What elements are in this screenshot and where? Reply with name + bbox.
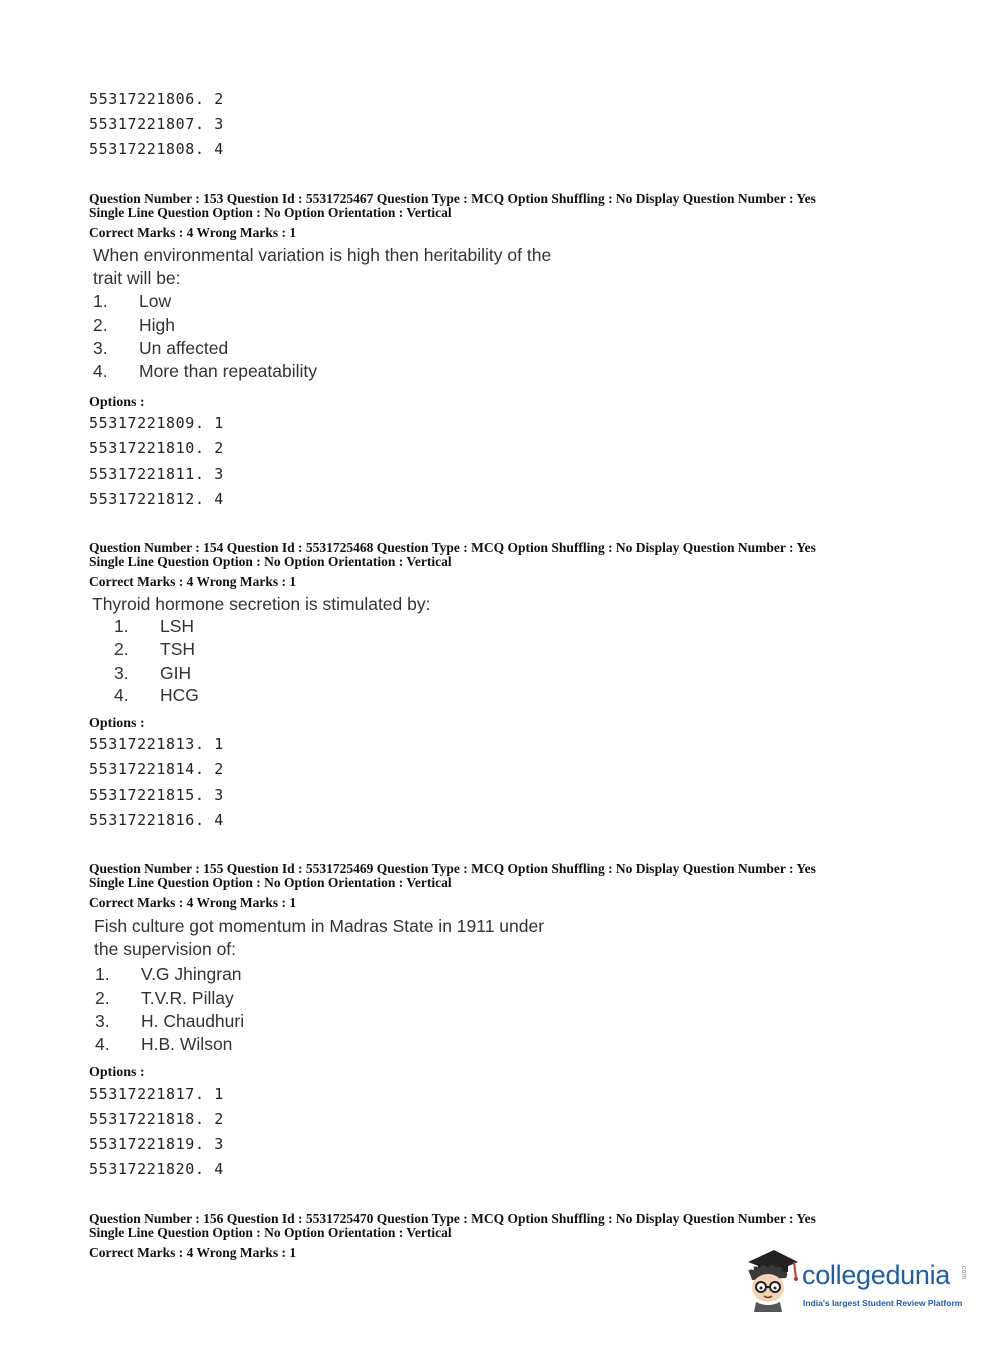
- option-line: 55317221810. 2: [89, 439, 224, 457]
- option-line: 55317221816. 4: [89, 811, 224, 829]
- option-line: 55317221811. 3: [89, 465, 224, 483]
- question-meta-2: Single Line Question Option : No Option Orientation : Vertical: [89, 554, 452, 569]
- choice-number: 3.: [95, 1011, 110, 1031]
- choice-number: 1.: [95, 964, 110, 984]
- mascot-icon: [740, 1248, 802, 1314]
- question-marks: Correct Marks : 4 Wrong Marks : 1: [89, 1245, 297, 1260]
- choice-text: HCG: [160, 685, 199, 705]
- question-meta-2: Single Line Question Option : No Option Orientation : Vertical: [89, 1225, 452, 1240]
- choice-number: 4.: [95, 1034, 110, 1054]
- question-marks: Correct Marks : 4 Wrong Marks : 1: [89, 574, 297, 589]
- question-meta-2: Single Line Question Option : No Option Orientation : Vertical: [89, 875, 452, 890]
- choice-number: 4.: [93, 361, 108, 381]
- question-marks: Correct Marks : 4 Wrong Marks : 1: [89, 895, 297, 910]
- choice-text: H.B. Wilson: [141, 1034, 233, 1054]
- option-line: 55317221818. 2: [89, 1110, 224, 1128]
- choice-number: 2.: [114, 639, 129, 659]
- question-text: Thyroid hormone secretion is stimulated by:: [92, 594, 431, 614]
- choice-number: 1.: [93, 291, 108, 311]
- choice-number: 2.: [95, 988, 110, 1008]
- choice-text: V.G Jhingran: [141, 964, 242, 984]
- choice-number: 3.: [93, 338, 108, 358]
- question-meta: Question Number : 156 Question Id : 5531725470 Question Type : MCQ Option Shuffling : No Display Question Number : Yes: [89, 1211, 816, 1226]
- option-line: 55317221815. 3: [89, 786, 224, 804]
- option-line: 55317221812. 4: [89, 490, 224, 508]
- question-meta: Question Number : 155 Question Id : 5531725469 Question Type : MCQ Option Shuffling : No Display Question Number : Yes: [89, 861, 816, 876]
- question-text: Fish culture got momentum in Madras State in 1911 under: [94, 916, 545, 936]
- logo-tagline: India's largest Student Review Platform: [803, 1298, 963, 1308]
- option-line: 55317221806. 2: [89, 90, 224, 108]
- question-text: trait will be:: [93, 268, 181, 288]
- choice-text: Low: [139, 291, 172, 311]
- option-line: 55317221808. 4: [89, 140, 224, 158]
- choice-number: 4.: [114, 685, 129, 705]
- choice-text: More than repeatability: [139, 361, 318, 381]
- choice-text: LSH: [160, 616, 195, 636]
- option-line: 55317221817. 1: [89, 1085, 224, 1103]
- choice-text: T.V.R. Pillay: [141, 988, 234, 1008]
- question-meta: Question Number : 154 Question Id : 5531725468 Question Type : MCQ Option Shuffling : No Display Question Number : Yes: [89, 540, 816, 555]
- option-line: 55317221809. 1: [89, 414, 224, 432]
- choice-number: 3.: [114, 663, 129, 683]
- question-text: When environmental variation is high then heritability of the: [93, 245, 552, 265]
- question-text: the supervision of:: [94, 939, 237, 959]
- question-marks: Correct Marks : 4 Wrong Marks : 1: [89, 225, 297, 240]
- options-label: Options :: [89, 1065, 145, 1080]
- question-meta-2: Single Line Question Option : No Option Orientation : Vertical: [89, 205, 452, 220]
- question-meta: Question Number : 153 Question Id : 5531725467 Question Type : MCQ Option Shuffling : No Display Question Number : Yes: [89, 191, 816, 206]
- option-line: 55317221819. 3: [89, 1135, 224, 1153]
- option-line: 55317221807. 3: [89, 115, 224, 133]
- logo-wordmark: collegedunia: [802, 1260, 951, 1290]
- collegedunia-logo[interactable]: [740, 1248, 970, 1318]
- options-label: Options :: [89, 395, 145, 410]
- choice-text: Un affected: [139, 338, 229, 358]
- options-label: Options :: [89, 716, 145, 731]
- choice-text: TSH: [160, 639, 195, 659]
- choice-text: High: [139, 315, 175, 335]
- option-line: 55317221813. 1: [89, 735, 224, 753]
- option-line: 55317221814. 2: [89, 760, 224, 778]
- choice-text: H. Chaudhuri: [141, 1011, 245, 1031]
- choice-number: 2.: [93, 315, 108, 335]
- option-line: 55317221820. 4: [89, 1160, 224, 1178]
- choice-number: 1.: [114, 616, 129, 636]
- logo-suffix: .com: [960, 1264, 967, 1280]
- choice-text: GIH: [160, 663, 192, 683]
